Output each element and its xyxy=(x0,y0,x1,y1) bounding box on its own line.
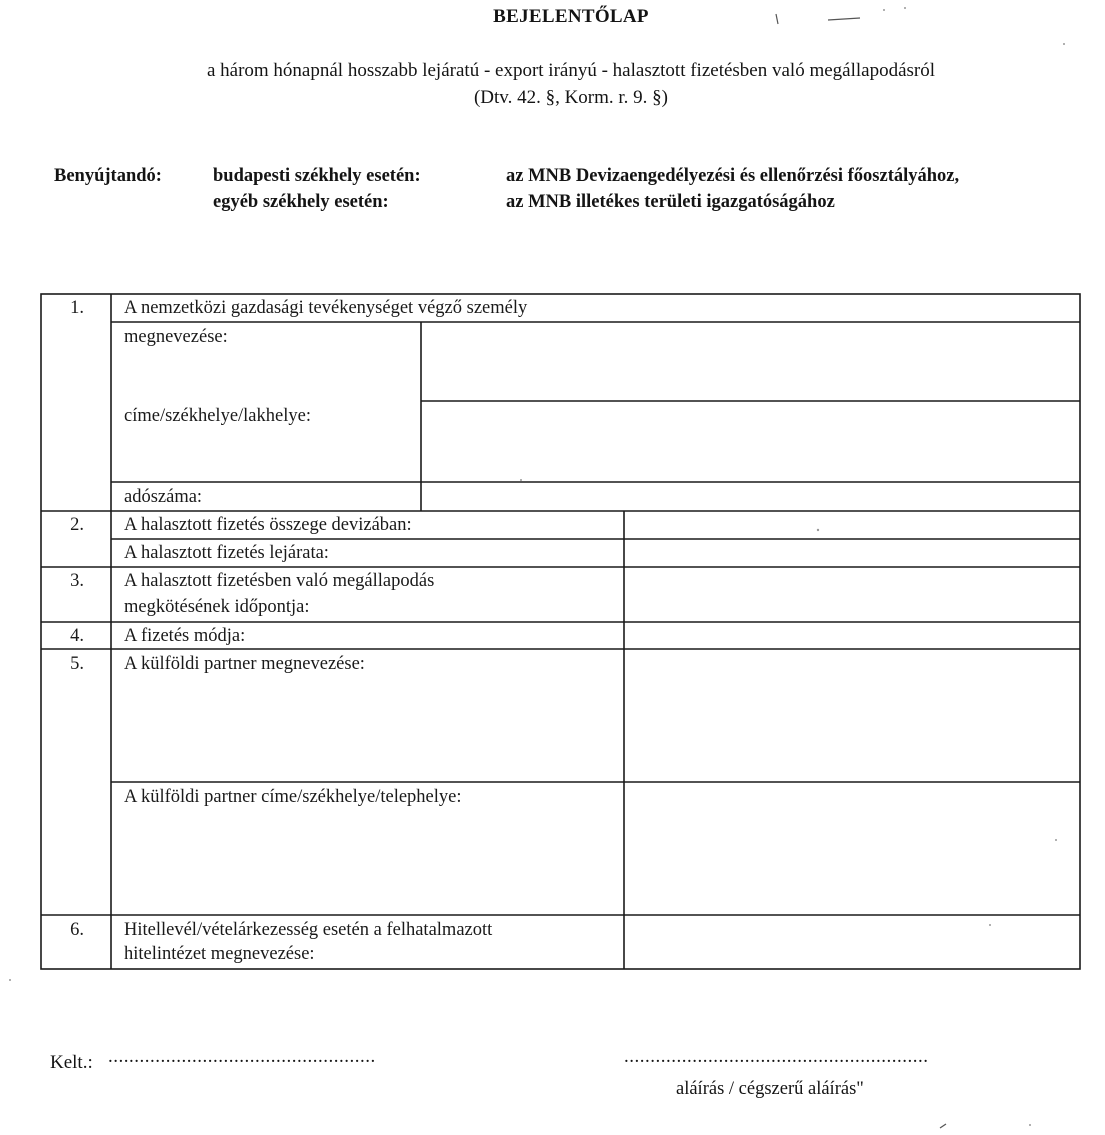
scan-speck xyxy=(883,9,885,11)
entity-address-label: címe/székhelye/lakhelye: xyxy=(124,406,311,426)
partner-address-label: A külföldi partner címe/székhelye/telephelye: xyxy=(124,787,462,807)
entity-name-label: megnevezése: xyxy=(124,327,228,347)
payment-method-label: A fizetés módja: xyxy=(124,626,246,646)
partner-name-label: A külföldi partner megnevezése: xyxy=(124,654,365,674)
row-number-3: 3. xyxy=(70,571,84,591)
scan-speck xyxy=(1029,1124,1031,1126)
scan-mark xyxy=(940,1124,946,1128)
scan-speck xyxy=(520,479,522,481)
signature-label: aláírás / cégszerű aláírás" xyxy=(676,1079,864,1099)
tax-number-label: adószáma: xyxy=(124,487,203,507)
scan-speck xyxy=(1055,839,1057,841)
row-number-1: 1. xyxy=(70,298,84,318)
signature-dotted-line[interactable]: .......................................................... xyxy=(624,1046,929,1067)
submission-target-budapest: az MNB Devizaengedélyezési és ellenőrzési főosztályához, xyxy=(506,166,960,186)
submission-condition-budapest: budapesti székhely esetén: xyxy=(213,166,421,186)
date-place-dotted-line[interactable]: ................................................... xyxy=(108,1046,376,1067)
agreement-date-label-line1: A halasztott fizetésben való megállapodás xyxy=(124,571,435,591)
deferred-due-label: A halasztott fizetés lejárata: xyxy=(124,543,329,563)
row-number-5: 5. xyxy=(70,654,84,674)
agreement-date-label-line2: megkötésének időpontja: xyxy=(124,597,310,617)
scan-speck xyxy=(989,924,991,926)
row-number-2: 2. xyxy=(70,515,84,535)
row-number-6: 6. xyxy=(70,920,84,940)
scan-speck xyxy=(1063,43,1065,45)
row-number-4: 4. xyxy=(70,626,84,646)
date-place-label: Kelt.: xyxy=(50,1052,93,1073)
submission-target-other: az MNB illetékes területi igazgatóságához xyxy=(506,192,835,212)
scan-mark xyxy=(828,18,860,20)
legal-reference: (Dtv. 42. §, Korm. r. 9. §) xyxy=(473,87,669,108)
credit-institution-label-line1: Hitellevél/vételárkezesség esetén a felhatalmazott xyxy=(124,920,493,940)
submission-condition-other: egyéb székhely esetén: xyxy=(213,192,389,212)
form-subtitle: a három hónapnál hosszabb lejáratú - export irányú - halasztott fizetésben való megállapodásról xyxy=(206,60,936,81)
row1-heading: A nemzetközi gazdasági tevékenységet végző személy xyxy=(124,298,528,318)
deferred-amount-label: A halasztott fizetés összege devizában: xyxy=(124,515,412,535)
scan-speck xyxy=(817,529,819,531)
scan-mark xyxy=(776,14,778,24)
submission-label: Benyújtandó: xyxy=(54,166,162,186)
scan-speck xyxy=(9,979,11,981)
form-title: BEJELENTŐLAP xyxy=(493,6,649,27)
credit-institution-label-line2: hitelintézet megnevezése: xyxy=(124,944,315,964)
scan-speck xyxy=(904,7,906,9)
